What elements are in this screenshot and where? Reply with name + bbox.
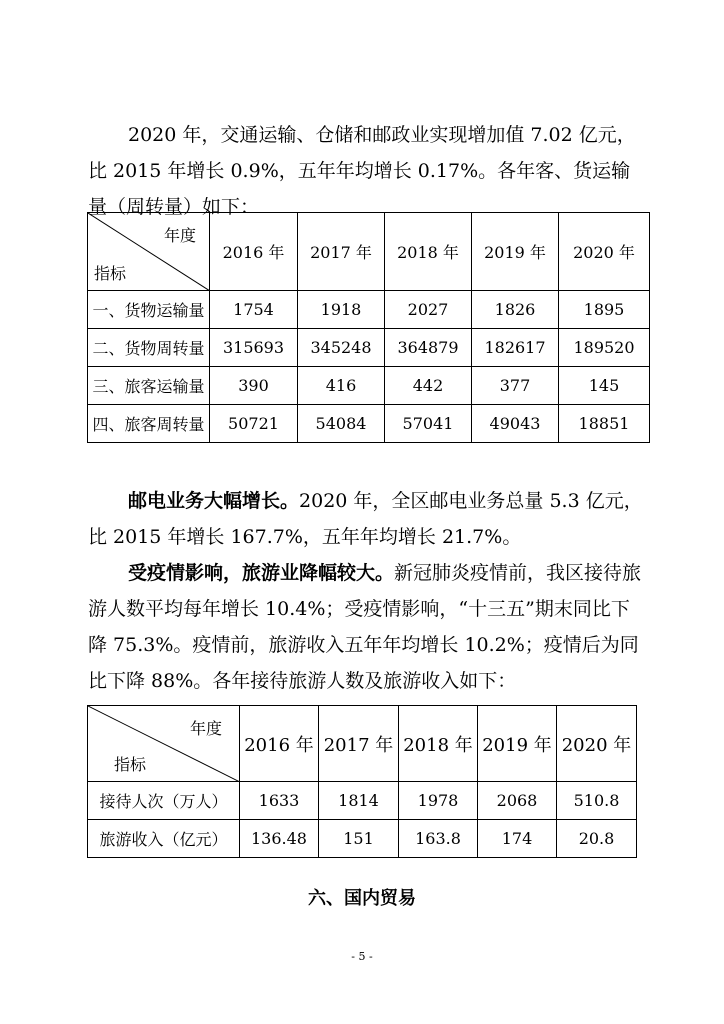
postal-text: 2020 年，全区邮电业务总量 5.3 亿元，比 2015 年增长 167.7%，五年年均增长 21.7%。: [88, 490, 643, 548]
tourism-heading: 受疫情影响，旅游业降幅较大。: [128, 562, 395, 584]
table-row: [88, 291, 650, 329]
table-cell: 136.48: [240, 820, 319, 858]
transport-paragraph: 2020 年，交通运输、仓储和邮政业实现增加值 7.02 亿元，比 2015 年增长 0.9%，五年年均增长 0.17%。各年客、货运输量（周转量）如下：: [88, 124, 636, 218]
year-header: 2020 年: [557, 706, 637, 782]
table-cell: 364879: [385, 329, 472, 367]
table-row: [88, 782, 637, 820]
year-header: 2019 年: [472, 213, 559, 291]
year-header: 2018 年: [385, 213, 472, 291]
tourism-table: [87, 705, 637, 858]
table-cell: 18851: [559, 405, 650, 443]
table-cell: 189520: [559, 329, 650, 367]
table-cell: 174: [478, 820, 557, 858]
table-cell: 1895: [559, 291, 650, 329]
postal-paragraph: [88, 483, 648, 555]
row-label: 二、货物周转量: [88, 329, 210, 367]
section-title: 六、国内贸易: [308, 888, 416, 909]
year-header: 2020 年: [559, 213, 650, 291]
table-header-diagonal: [88, 706, 240, 782]
table-cell: 510.8: [557, 782, 637, 820]
table-cell: 1814: [319, 782, 399, 820]
table-cell: 151: [319, 820, 399, 858]
header-indicator-label: 指标: [94, 264, 127, 283]
postal-heading: 邮电业务大幅增长。: [128, 490, 300, 512]
table-row: [88, 820, 637, 858]
header-year-label: 年度: [190, 719, 223, 738]
table-row: [88, 405, 650, 443]
row-label: 旅游收入（亿元）: [88, 820, 240, 858]
table-cell: 390: [210, 367, 298, 405]
table-header-diagonal: [88, 213, 210, 291]
table-cell: 50721: [210, 405, 298, 443]
table-cell: 315693: [210, 329, 298, 367]
table-cell: 20.8: [557, 820, 637, 858]
table-row: [88, 367, 650, 405]
table-cell: 1826: [472, 291, 559, 329]
table-cell: 49043: [472, 405, 559, 443]
year-header: 2016 年: [240, 706, 319, 782]
table-cell: 442: [385, 367, 472, 405]
table-cell: 416: [298, 367, 385, 405]
table-cell: 1633: [240, 782, 319, 820]
row-label: 接待人次（万人）: [88, 782, 240, 820]
table-cell: 2027: [385, 291, 472, 329]
table-cell: 1918: [298, 291, 385, 329]
table-cell: 182617: [472, 329, 559, 367]
row-label: 四、旅客周转量: [88, 405, 210, 443]
page-number: - 5 -: [351, 950, 373, 963]
table-cell: 345248: [298, 329, 385, 367]
year-header: 2017 年: [298, 213, 385, 291]
table-cell: 145: [559, 367, 650, 405]
year-header: 2019 年: [478, 706, 557, 782]
row-label: 一、货物运输量: [88, 291, 210, 329]
table-row: [88, 329, 650, 367]
year-header: 2017 年: [319, 706, 399, 782]
table-cell: 163.8: [399, 820, 478, 858]
header-indicator-label: 指标: [114, 755, 147, 774]
transport-table: [87, 212, 650, 443]
table-cell: 57041: [385, 405, 472, 443]
row-label: 三、旅客运输量: [88, 367, 210, 405]
table-cell: 54084: [298, 405, 385, 443]
table-cell: 1978: [399, 782, 478, 820]
table-cell: 377: [472, 367, 559, 405]
table-cell: 1754: [210, 291, 298, 329]
year-header: 2018 年: [399, 706, 478, 782]
tourism-text: 新冠肺炎疫情前，我区接待旅游人数平均每年增长 10.4%；受疫情影响，“十三五”期末同比下降 75.3%。疫情前，旅游收入五年年均增长 10.2%；疫情后为同比下降 88%。各年接待旅游人数及旅游收入如下：: [88, 562, 642, 692]
tourism-paragraph: [88, 555, 648, 699]
year-header: 2016 年: [210, 213, 298, 291]
header-year-label: 年度: [164, 226, 197, 245]
table-cell: 2068: [478, 782, 557, 820]
